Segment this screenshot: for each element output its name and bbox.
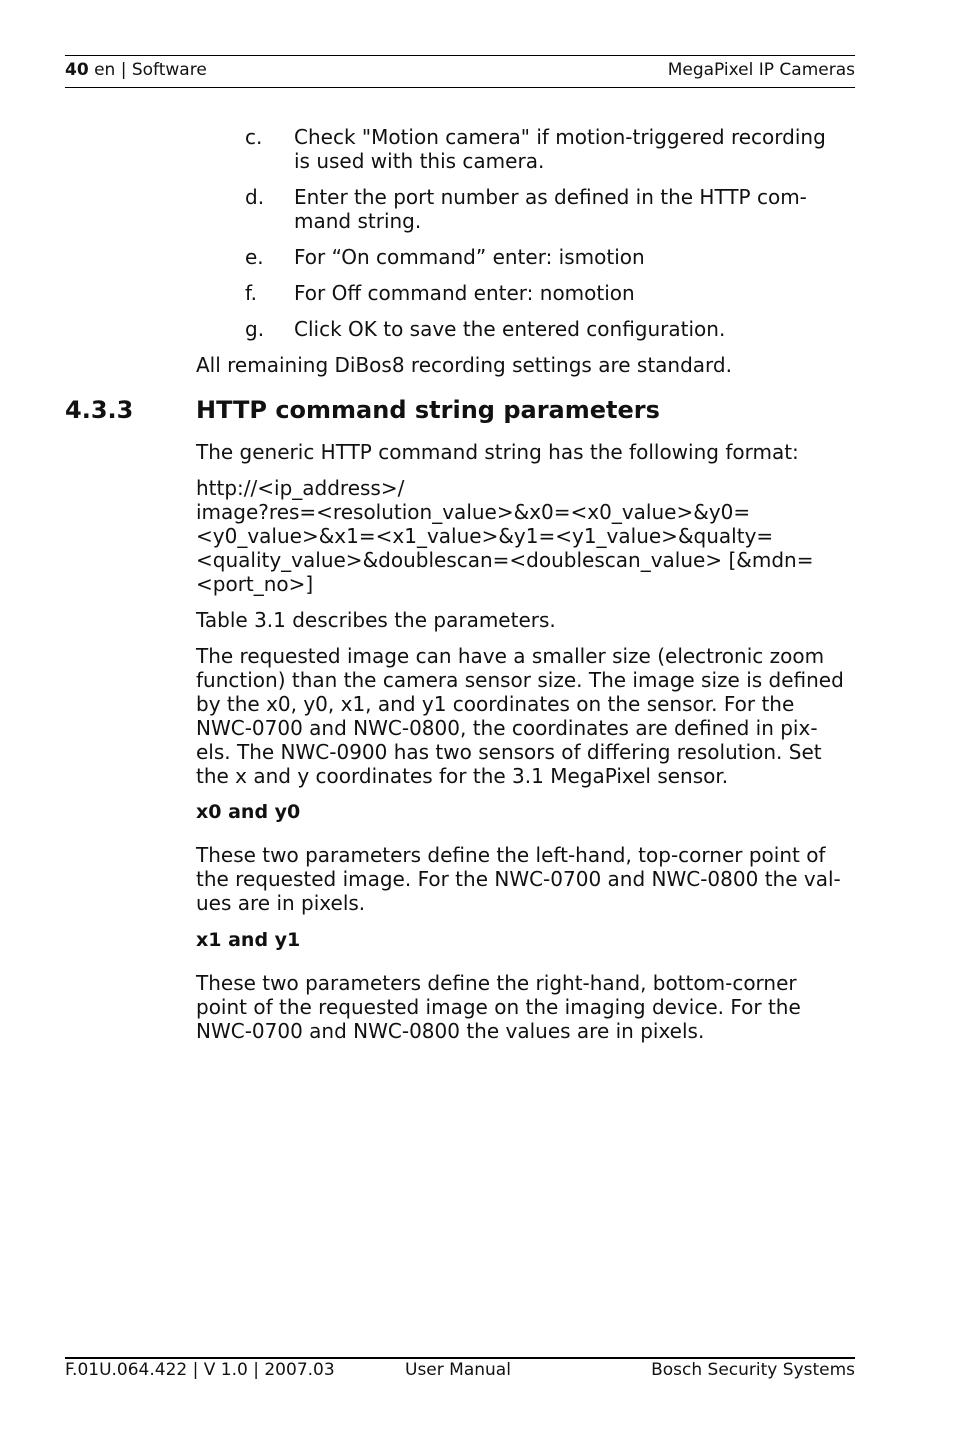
document-id: F.01U.064.422 | V 1.0 | 2007.03 bbox=[65, 1360, 335, 1380]
intro-paragraph: The generic HTTP command string has the following format: bbox=[196, 440, 799, 464]
list-marker: c. bbox=[245, 125, 263, 149]
document-type: User Manual bbox=[405, 1360, 511, 1380]
section-title: HTTP command string parameters bbox=[196, 396, 660, 424]
table-reference: Table 3.1 describes the parameters. bbox=[196, 608, 556, 632]
page-header bbox=[65, 60, 855, 84]
text-line: ues are in pixels. bbox=[196, 891, 366, 915]
section-number: 4.3.3 bbox=[65, 396, 134, 424]
company-name: Bosch Security Systems bbox=[651, 1360, 855, 1380]
text-line: point of the requested image on the imaging device. For the bbox=[196, 995, 801, 1019]
page-footer bbox=[65, 1360, 855, 1384]
list-marker: g. bbox=[245, 317, 265, 341]
command-line: image?res=<resolution_value>&x0=<x0_value>&y0= bbox=[196, 500, 751, 524]
header-top-rule bbox=[65, 55, 855, 56]
text-line: els. The NWC-0900 has two sensors of differing resolution. Set bbox=[196, 740, 822, 764]
section-path: en | Software bbox=[94, 60, 207, 80]
description-paragraph bbox=[196, 644, 861, 788]
text-line: The requested image can have a smaller size (electronic zoom bbox=[196, 644, 825, 668]
param-description-x0-y0 bbox=[196, 843, 861, 915]
list-marker: f. bbox=[245, 281, 257, 305]
list-text: Click OK to save the entered configuration. bbox=[294, 317, 726, 341]
list-text: Check "Motion camera" if motion-triggered recording is used with this camera. bbox=[294, 125, 826, 173]
text-line: These two parameters define the left-hand, top-corner point of bbox=[196, 843, 826, 867]
list-text: For “On command” enter: ismotion bbox=[294, 245, 645, 269]
remaining-note: All remaining DiBos8 recording settings are standard. bbox=[196, 353, 732, 377]
text-line: the x and y coordinates for the 3.1 MegaPixel sensor. bbox=[196, 764, 729, 788]
page-number: 40 bbox=[65, 60, 89, 80]
command-line: <port_no>] bbox=[196, 572, 314, 596]
text-line: the requested image. For the NWC-0700 and NWC-0800 the val- bbox=[196, 867, 841, 891]
param-description-x1-y1 bbox=[196, 971, 861, 1043]
param-heading-x0-y0: x0 and y0 bbox=[196, 801, 301, 823]
footer-rule bbox=[65, 1357, 855, 1359]
header-bottom-rule bbox=[65, 87, 855, 88]
text-line: NWC-0700 and NWC-0800, the coordinates are defined in pix- bbox=[196, 716, 818, 740]
text-line: by the x0, y0, x1, and y1 coordinates on the sensor. For the bbox=[196, 692, 795, 716]
command-string bbox=[196, 476, 861, 596]
list-marker: e. bbox=[245, 245, 264, 269]
command-line: <quality_value>&doublescan=<doublescan_value> [&mdn= bbox=[196, 548, 814, 572]
command-line: http://<ip_address>/ bbox=[196, 476, 405, 500]
product-name: MegaPixel IP Cameras bbox=[667, 60, 855, 80]
list-text: For Off command enter: nomotion bbox=[294, 281, 635, 305]
list-marker: d. bbox=[245, 185, 265, 209]
text-line: function) than the camera sensor size. The image size is defined bbox=[196, 668, 844, 692]
list-text: Enter the port number as defined in the HTTP com- mand string. bbox=[294, 185, 807, 233]
text-line: NWC-0700 and NWC-0800 the values are in pixels. bbox=[196, 1019, 705, 1043]
param-heading-x1-y1: x1 and y1 bbox=[196, 929, 301, 951]
text-line: These two parameters define the right-hand, bottom-corner bbox=[196, 971, 797, 995]
command-line: <y0_value>&x1=<x1_value>&y1=<y1_value>&qualty= bbox=[196, 524, 774, 548]
section-heading bbox=[65, 396, 855, 426]
